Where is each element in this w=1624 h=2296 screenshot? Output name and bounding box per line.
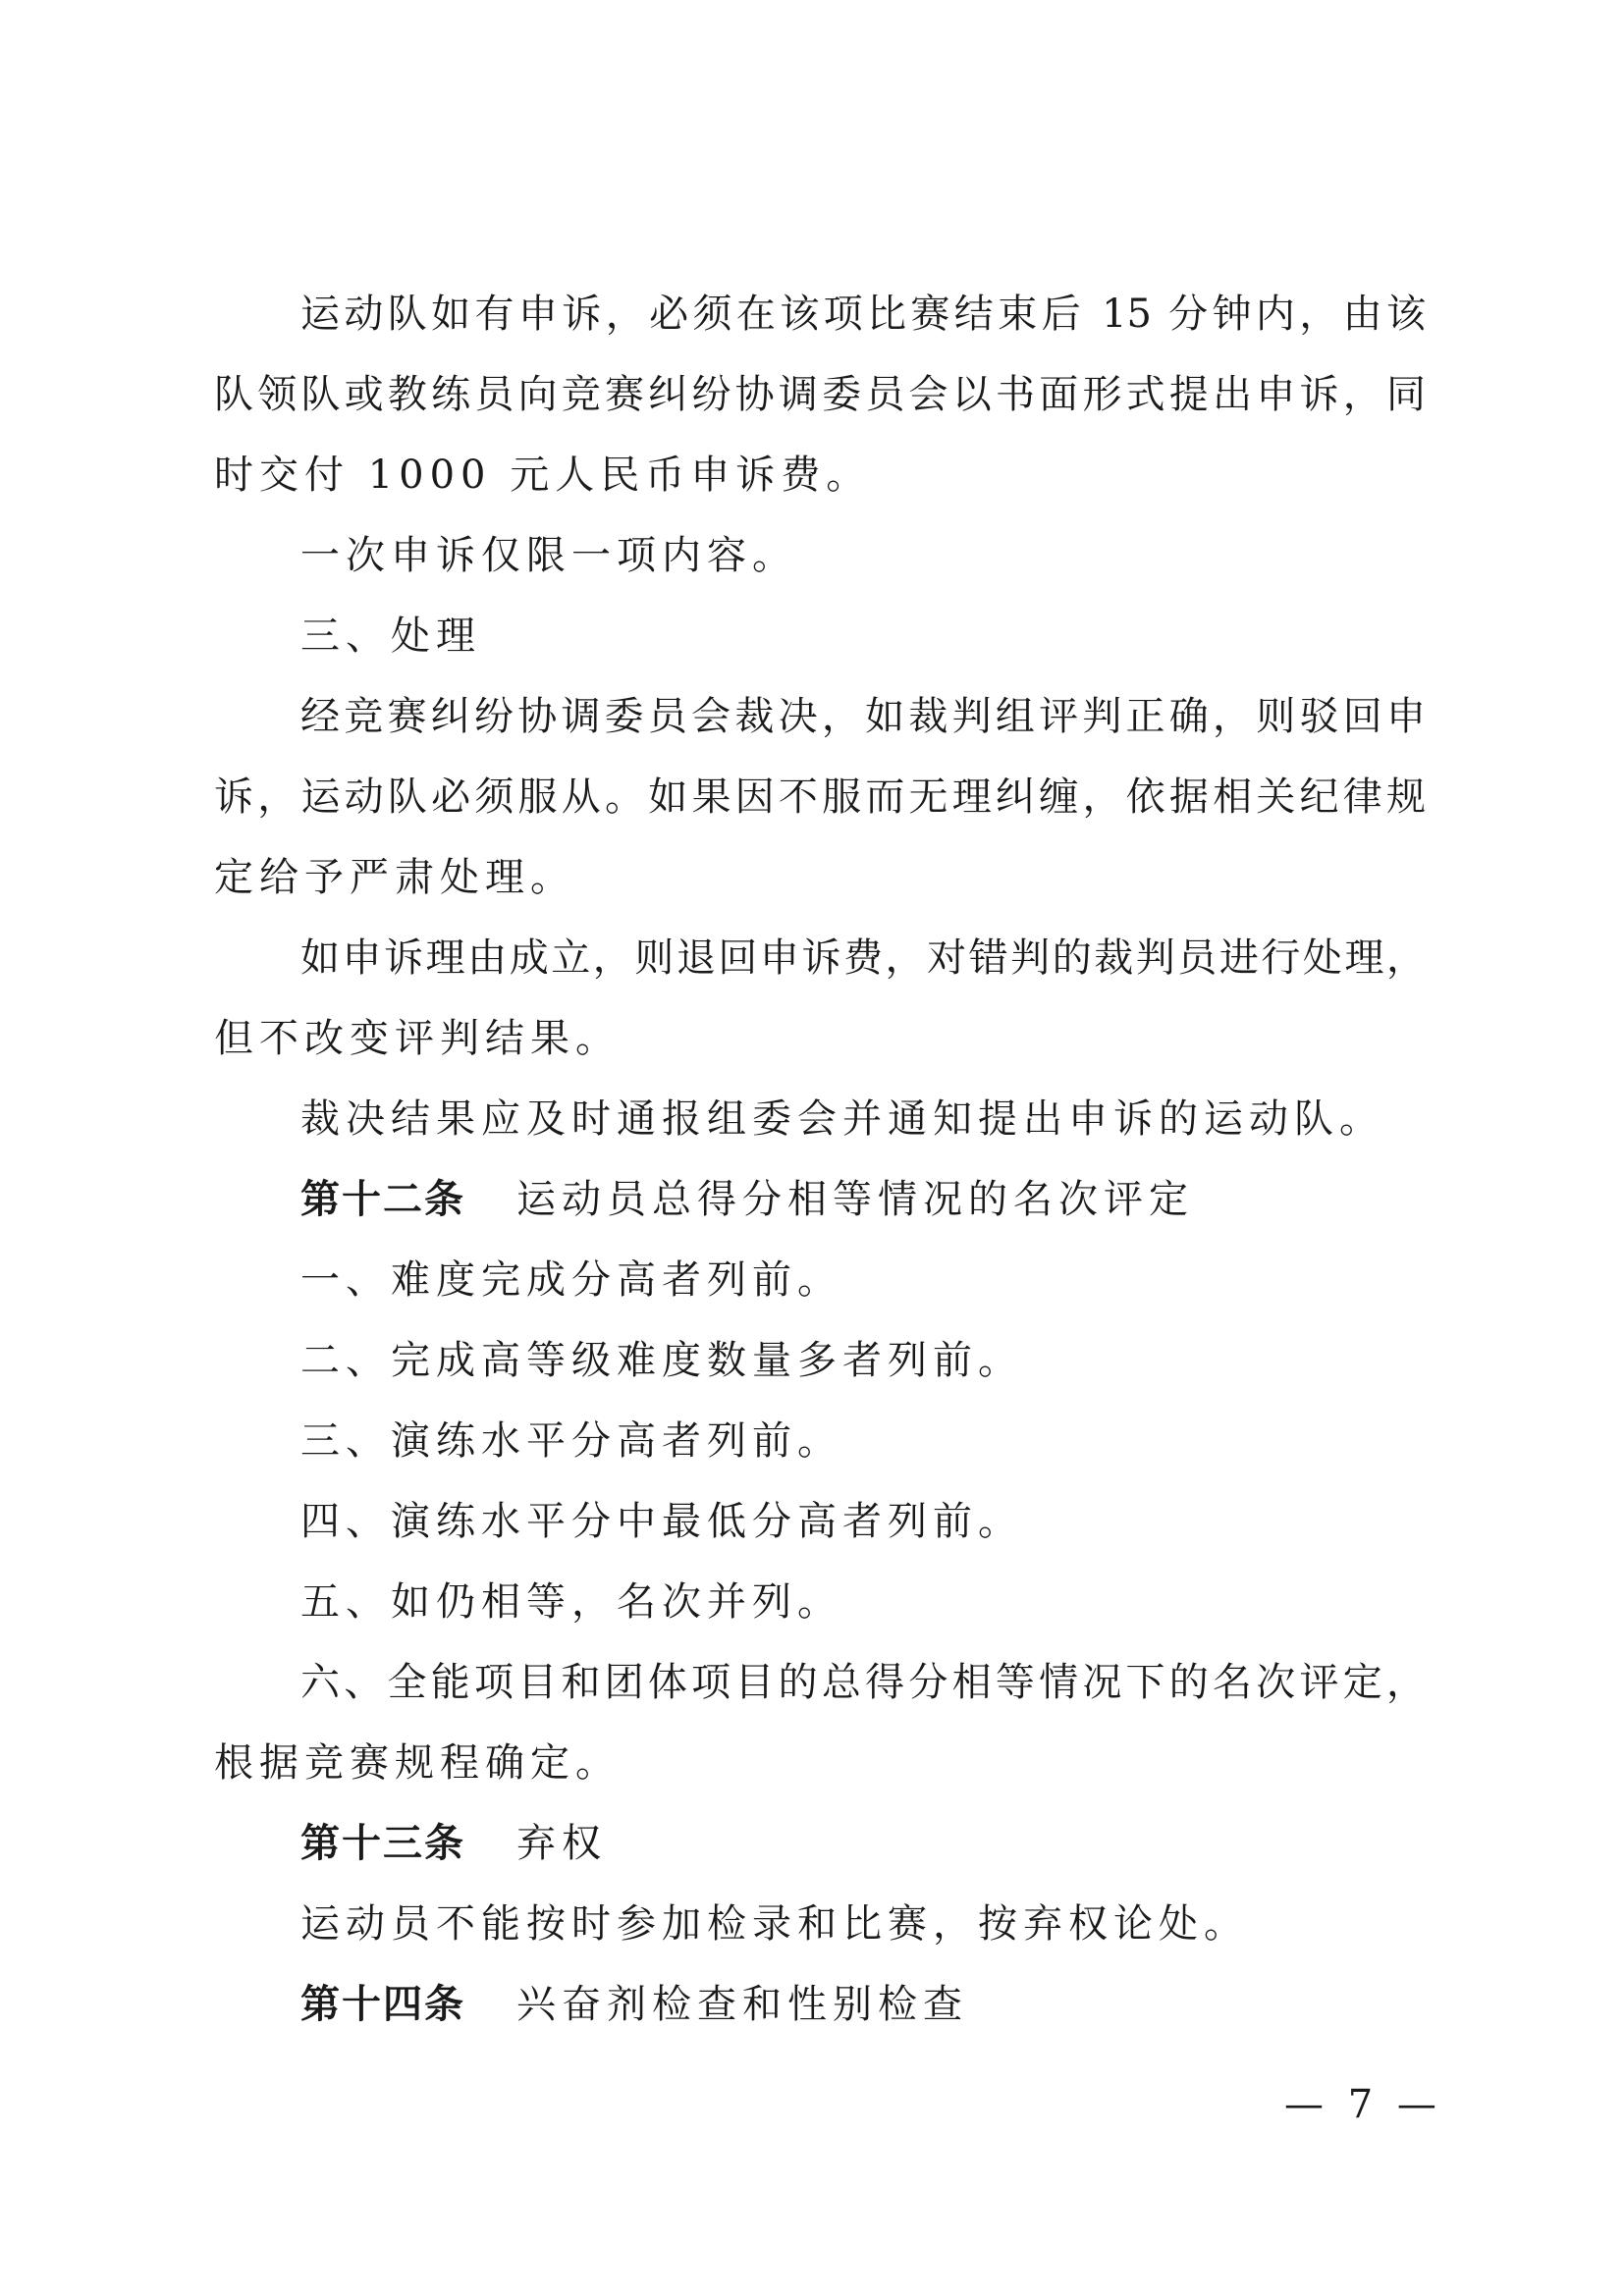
paragraph-line: 经竞赛纠纷协调委员会裁决，如裁判组评判正确，则驳回申 (300, 694, 1426, 739)
paragraph-line: 定给予严肃处理。 (214, 855, 575, 900)
article-heading (300, 1176, 1194, 1223)
paragraph-line: 运动队如有申诉，必须在该项比赛结束后 15 分钟内，由该 (300, 292, 1426, 337)
paragraph-line: 运动员不能按时参加检录和比赛，按弃权论处。 (300, 1901, 1249, 1947)
list-item: 二、完成高等级难度数量多者列前。 (300, 1338, 1023, 1383)
list-item: 一、难度完成分高者列前。 (300, 1257, 842, 1303)
list-item: 三、演练水平分高者列前。 (300, 1418, 842, 1464)
article-heading (300, 1820, 607, 1867)
paragraph-line: 队领队或教练员向竞赛纠纷协调委员会以书面形式提出申诉，同 (214, 372, 1426, 417)
paragraph-line: 但不改变评判结果。 (214, 1016, 621, 1061)
list-item: 六、全能项目和团体项目的总得分相等情况下的名次评定， (300, 1660, 1426, 1705)
list-item: 五、如仍相等，名次并列。 (300, 1579, 842, 1625)
article-heading (300, 1981, 968, 2028)
article-title: 弃权 (516, 1821, 607, 1866)
section-heading: 三、处理 (300, 614, 481, 659)
paragraph-line: 时交付 1000 元人民币申诉费。 (214, 453, 872, 498)
list-item-continuation: 根据竞赛规程确定。 (214, 1740, 621, 1786)
paragraph-line: 一次申诉仅限一项内容。 (300, 533, 797, 578)
article-number: 第十三条 (300, 1821, 465, 1866)
article-title: 运动员总得分相等情况的名次评定 (516, 1177, 1194, 1222)
paragraph-line: 裁决结果应及时通报组委会并通知提出申诉的运动队。 (300, 1096, 1384, 1142)
page-number: — 7 — (1284, 2082, 1442, 2127)
article-number: 第十四条 (300, 1982, 465, 2027)
article-title: 兴奋剂检查和性别检查 (516, 1982, 968, 2027)
list-item: 四、演练水平分中最低分高者列前。 (300, 1499, 1023, 1544)
article-number: 第十二条 (300, 1177, 465, 1222)
paragraph-line: 如申诉理由成立，则退回申诉费，对错判的裁判员进行处理， (300, 935, 1426, 981)
paragraph-line: 诉，运动队必须服从。如果因不服而无理纠缠，依据相关纪律规 (214, 774, 1426, 820)
